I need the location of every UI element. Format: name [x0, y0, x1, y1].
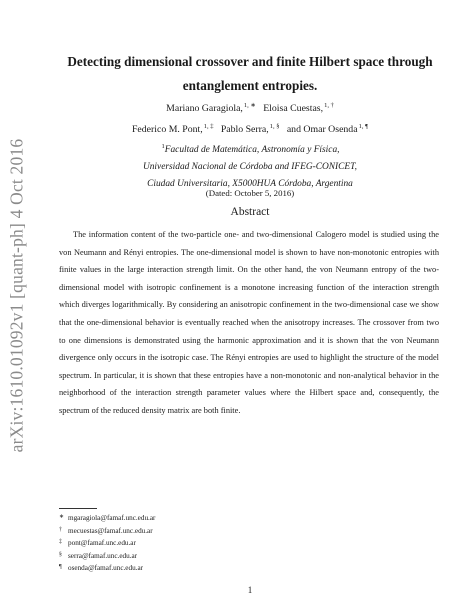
author-name: and Omar Osenda: [286, 124, 358, 135]
footnote-item: [59, 562, 359, 575]
footnote-mark: ‡: [59, 539, 62, 546]
author-line-1: [40, 97, 460, 118]
footnote-item: [59, 550, 359, 563]
affiliation-mark: 1: [161, 143, 165, 150]
affiliation-line-1: [40, 139, 460, 159]
footnote-item: [59, 525, 359, 538]
footnote-item: [59, 537, 359, 550]
footnote-item: [59, 512, 359, 525]
footnote-mark: ¶: [59, 564, 62, 571]
footnote-divider: [59, 508, 97, 509]
paper-title-line-2: entanglement entropies.: [182, 78, 318, 93]
affiliation-text: Facultad de Matemática, Astronomía y Física,: [164, 145, 340, 155]
author-affiliation-marks: 1, ‡: [203, 123, 214, 130]
footnote-mark: §: [59, 551, 62, 558]
author-affiliation-marks: 1, ∗: [243, 102, 256, 109]
footnote-email: mecuestas@famaf.unc.edu.ar: [68, 526, 153, 535]
footnote-email: mgaragiola@famaf.unc.edu.ar: [68, 514, 156, 522]
author-name: Mariano Garagiola,: [166, 103, 243, 114]
affiliation-block: [40, 139, 460, 192]
paper-title: [40, 50, 460, 98]
arxiv-identifier-stamp: [4, 130, 30, 460]
author-list: [40, 97, 460, 139]
page-number: 1: [247, 585, 253, 595]
footnote-email: osenda@famaf.unc.edu.ar: [68, 564, 144, 573]
footnote-list: [59, 512, 359, 575]
abstract-heading: Abstract: [230, 206, 270, 218]
footnote-mark: †: [59, 526, 62, 533]
arxiv-identifier-text: arXiv:1610.01092v1 [quant-ph] 4 Oct 2016: [6, 138, 27, 452]
author-name: Eloisa Cuestas,: [263, 103, 324, 114]
affiliation-line-3: Ciudad Universitaria, X5000HUA Córdoba, Argentina: [147, 178, 353, 189]
author-name: Pablo Serra,: [220, 124, 269, 135]
author-affiliation-marks: 1, ¶: [358, 123, 369, 130]
affiliation-line-2: Universidad Nacional de Córdoba and IFEG-CONICET,: [142, 161, 358, 172]
footnote-mark: ∗: [59, 514, 64, 520]
abstract-body: The information content of the two-particle one- and two-dimensional Calogero model is studied using the von Neumann and Rényi entropies. The one-dimensional model is shown to have non-monotonic entropies with finite values in the large interaction strength limit. On the other hand, the von Neumann entropy of the two-dimensional model with isotropic confinement is a monotone increasing function of the interaction strength which diverges logarithmically. By considering an anisotropic confinement in the two-dimensional case we show that the one-dimensional behavior is eventually reached when the anisotropy increases. The crossover from two to one dimensions is demonstrated using the harmonic approximation and it is shown that the von Neumann divergence only occurs in the isotropic case. The Rényi entropies are used to highlight the structure of the model spectrum. In particular, it is shown that these entropies have a non-monotonic and non-analytical behavior in the neighborhood of the interaction strength parameter values where the Hilbert space and, consequently, the spectrum of the reduced density matrix are both finite.: [59, 230, 439, 415]
author-name: Federico M. Pont,: [131, 124, 203, 135]
author-affiliation-marks: 1, †: [324, 102, 334, 109]
author-line-2: [40, 118, 460, 139]
paper-title-line-1: Detecting dimensional crossover and finite Hilbert space through: [67, 54, 433, 69]
footnote-email: serra@famaf.unc.edu.ar: [68, 551, 138, 560]
dated-line: (Dated: October 5, 2016): [205, 188, 295, 198]
author-affiliation-marks: 1, §: [269, 123, 280, 130]
footnote-email: pont@famaf.unc.edu.ar: [68, 539, 136, 548]
